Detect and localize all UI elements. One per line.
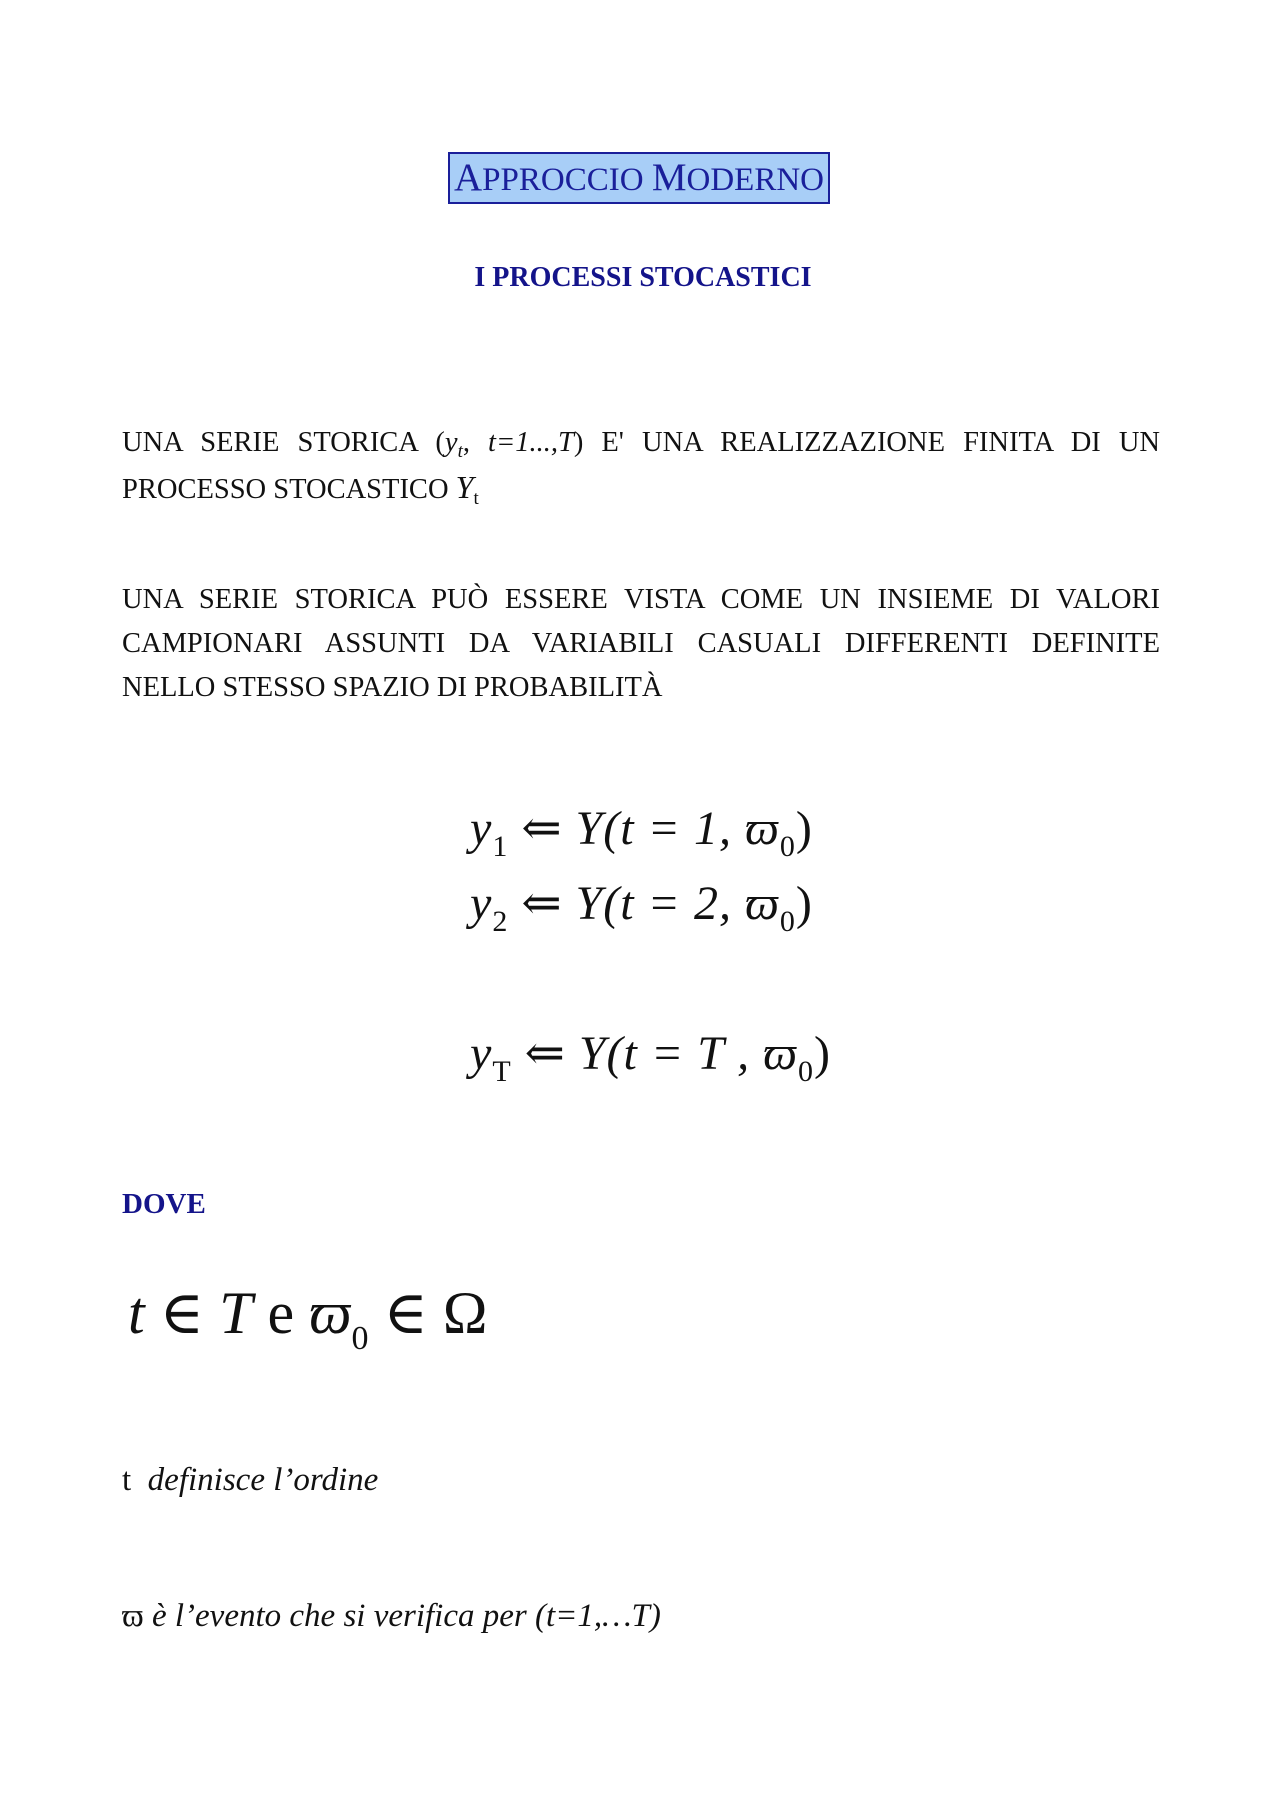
eq1-body: Y(t = 1, ϖ xyxy=(575,802,780,855)
eq1-arrow: ⇐ xyxy=(508,802,576,855)
membership-connector: e xyxy=(252,1280,310,1346)
eq1-close: ) xyxy=(795,802,813,855)
membership-t-in-T: t ∈ T xyxy=(128,1280,253,1346)
equation-1 xyxy=(470,800,813,863)
equation-2 xyxy=(470,875,813,938)
line-t-text: definisce l’ordine xyxy=(147,1462,379,1498)
eq1-lhs: y xyxy=(470,802,493,855)
section-subtitle: I PROCESSI STOCASTICI xyxy=(474,262,812,293)
eq3-lhs-sub: T xyxy=(492,1055,512,1088)
dove-heading: DOVE xyxy=(122,1188,206,1220)
line-omega-symbol: ϖ xyxy=(122,1598,144,1634)
membership-formula xyxy=(128,1278,488,1357)
para1-text-a: UNA SERIE STORICA ( xyxy=(122,427,445,458)
title-part-1: PPROCCIO xyxy=(482,162,652,198)
membership-in-omega: ∈ Ω xyxy=(368,1280,488,1346)
eq1-omega-sub: 0 xyxy=(779,830,796,863)
title-part-2: ODERNO xyxy=(686,162,824,198)
para1-range: t=1...,T xyxy=(488,427,574,458)
para1-text-b: ) E' UNA REALIZZAZIONE FINITA DI UN PROCESSO STOCASTICO xyxy=(122,427,1161,505)
para1-Y-sub: t xyxy=(473,488,479,509)
eq3-omega-sub: 0 xyxy=(797,1055,814,1088)
eq2-omega-sub: 0 xyxy=(779,905,796,938)
eq2-lhs: y xyxy=(470,877,493,930)
eq2-body: Y(t = 2, ϖ xyxy=(575,877,780,930)
paragraph-description: UNA SERIE STORICA PUÒ ESSERE VISTA COME UN INSIEME DI VALORI CAMPIONARI ASSUNTI DA VARIABILI CASUALI DIFFERENTI DEFINITE NELLO STESSO SPAZIO DI PROBABILITÀ xyxy=(122,584,1160,703)
paragraph-definition xyxy=(122,421,1160,512)
equation-3 xyxy=(470,1025,831,1088)
para1-comma: , xyxy=(462,427,489,458)
membership-omega: ϖ xyxy=(309,1280,352,1346)
eq2-close: ) xyxy=(795,877,813,930)
membership-omega-sub: 0 xyxy=(351,1320,369,1357)
para1-y: y xyxy=(444,427,458,458)
para1-Y: Y xyxy=(455,469,474,505)
line-t-definition xyxy=(122,1462,378,1499)
eq1-lhs-sub: 1 xyxy=(492,830,509,863)
line-t-symbol: t xyxy=(122,1462,132,1498)
eq3-body: Y(t = T , ϖ xyxy=(578,1027,798,1080)
eq3-close: ) xyxy=(813,1027,831,1080)
line-omega-definition xyxy=(122,1598,661,1635)
line-omega-text: è l’evento che si verifica per (t=1,…T) xyxy=(143,1598,661,1634)
eq2-lhs-sub: 2 xyxy=(492,905,509,938)
page-title xyxy=(448,152,830,204)
title-initial-m: M xyxy=(651,156,687,199)
para1-y-sub: t xyxy=(457,441,463,462)
eq3-arrow: ⇐ xyxy=(511,1027,579,1080)
eq3-lhs: y xyxy=(470,1027,493,1080)
title-initial-a: A xyxy=(454,156,483,199)
eq2-arrow: ⇐ xyxy=(508,877,576,930)
